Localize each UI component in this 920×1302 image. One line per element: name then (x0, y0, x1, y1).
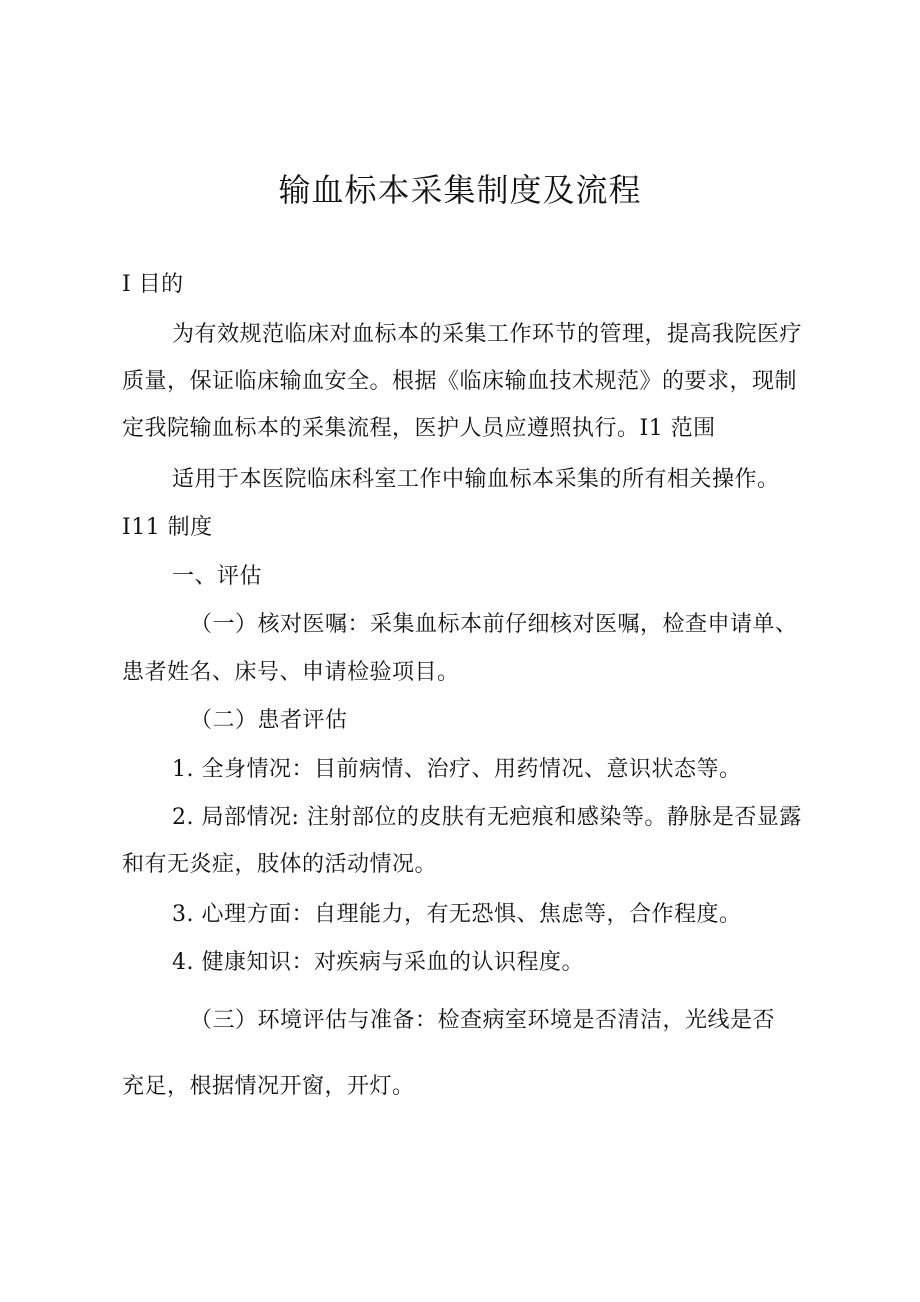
section-heading-purpose: I 目的 (122, 272, 184, 297)
paragraph-line: 和有无炎症，肢体的活动情况。 (122, 852, 438, 877)
paragraph-line: 定我院输血标本的采集流程，医护人员应遵照执行。I1 范围 (122, 416, 716, 441)
subsection-heading-assessment: 一、评估 (172, 564, 263, 589)
list-item: 3. 心理方面：自理能力，有无恐惧、焦虑等，合作程度。 (172, 902, 742, 927)
paragraph-line: 适用于本医院临床科室工作中输血标本采集的所有相关操作。 (172, 467, 780, 492)
list-item: 4. 健康知识：对疾病与采血的认识程度。 (172, 950, 584, 975)
subsection-heading-patient-assessment: （二）患者评估 (190, 708, 348, 733)
section-heading-system: I11 制度 (122, 515, 213, 540)
paragraph-line: 质量，保证临床输血安全。根据《临床输血技术规范》的要求，现制 (122, 369, 798, 394)
paragraph-line: 患者姓名、床号、申请检验项目。 (122, 660, 460, 685)
paragraph-line: （一）核对医嘱：采集血标本前仔细核对医嘱，检查申请单、 (190, 612, 798, 637)
paragraph-line: 为有效规范临床对血标本的采集工作环节的管理，提高我院医疗 (172, 322, 803, 347)
paragraph-line: （三）环境评估与准备：检查病室环境是否清洁，光线是否 (190, 1008, 776, 1033)
paragraph-line: 充足，根据情况开窗，开灯。 (122, 1074, 415, 1099)
document-title: 输血标本采集制度及流程 (278, 171, 642, 209)
list-item: 1. 全身情况：目前病情、治疗、用药情况、意识状态等。 (172, 757, 742, 782)
list-item: 2. 局部情况: 注射部位的皮肤有无疤痕和感染等。静脉是否显露 (172, 805, 802, 830)
